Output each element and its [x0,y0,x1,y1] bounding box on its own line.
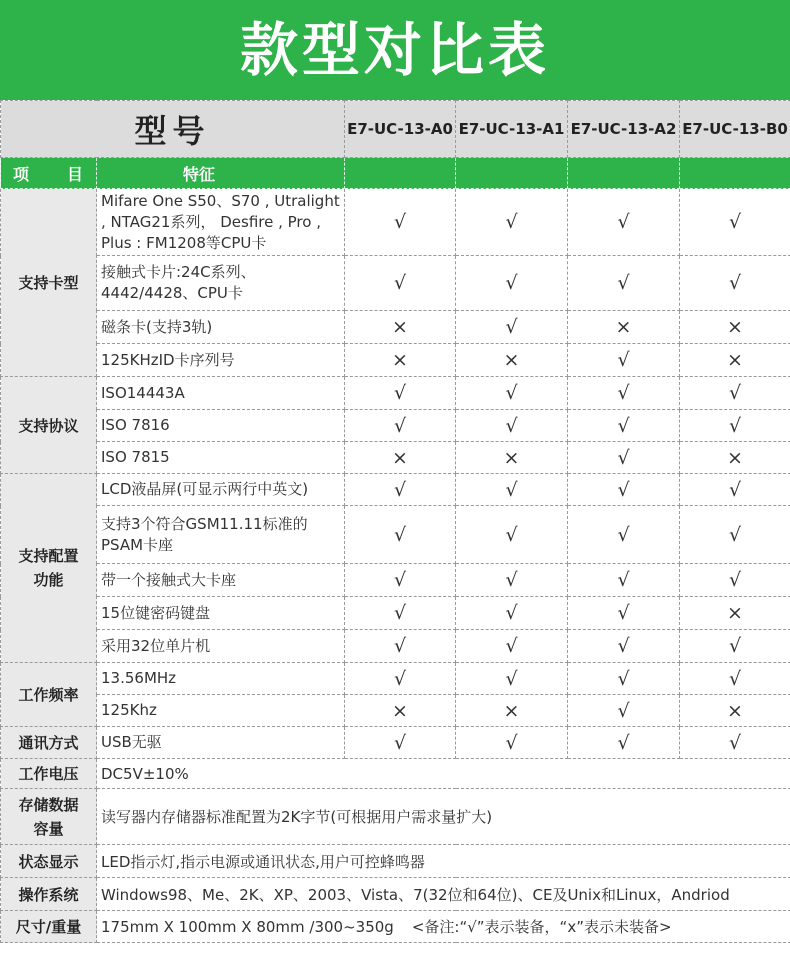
check-mark: √ [345,564,456,597]
comparison-table [0,100,790,943]
item-header-part: 目 [67,164,84,184]
check-mark: √ [345,189,456,256]
spec-row [1,695,790,727]
category-cell: 工作电压 [1,759,97,789]
spec-value: LED指示灯,指示电源或通讯状态,用户可控蜂鸣器 [97,845,790,878]
header-spacer [680,158,790,189]
feature-cell: 125Khz [97,695,345,727]
check-mark: √ [456,564,568,597]
spec-row [1,663,790,695]
check-mark: √ [568,442,680,474]
check-mark: √ [456,410,568,442]
legend-note: <备注:“√”表示装备，“x”表示未装备> [411,918,672,936]
check-mark: √ [680,256,790,311]
spec-row [1,311,790,344]
check-mark: √ [456,727,568,759]
category-cell: 支持协议 [1,377,97,474]
feature-cell: 15位键密码键盘 [97,597,345,630]
spec-row [1,759,790,789]
feature-cell: ISO 7815 [97,442,345,474]
spec-row [1,256,790,311]
spec-row [1,597,790,630]
spec-row [1,344,790,377]
cross-mark: × [680,311,790,344]
spec-value [97,911,790,943]
feature-cell: LCD液晶屏(可显示两行中英文) [97,474,345,506]
size-weight-text: 175mm X 100mm X 80mm /300~350g [101,918,394,936]
category-cell: 支持卡型 [1,189,97,377]
spec-value: DC5V±10% [97,759,790,789]
feature-cell: ISO14443A [97,377,345,410]
check-mark: √ [680,506,790,564]
category-cell: 存储数据容量 [1,789,97,845]
feature-cell: 13.56MHz [97,663,345,695]
header-spacer [345,158,456,189]
header-spacer [568,158,680,189]
check-mark: √ [680,564,790,597]
feature-cell: ISO 7816 [97,410,345,442]
check-mark: √ [568,597,680,630]
check-mark: √ [680,630,790,663]
feature-cell: 支持3个符合GSM11.11标准的PSAM卡座 [97,506,345,564]
feature-cell: 125KHzID卡序列号 [97,344,345,377]
feature-column-header: 特征 [97,158,345,189]
model-name: E7-UC-13-B0 [680,101,790,158]
check-mark: √ [345,597,456,630]
check-mark: √ [456,506,568,564]
category-cell: 通讯方式 [1,727,97,759]
spec-row [1,377,790,410]
cross-mark: × [680,344,790,377]
spec-row [1,506,790,564]
cross-mark: × [680,695,790,727]
check-mark: √ [680,189,790,256]
item-header-part: 项 [13,164,30,184]
check-mark: √ [568,727,680,759]
category-cell: 状态显示 [1,845,97,878]
cross-mark: × [456,344,568,377]
check-mark: √ [680,663,790,695]
cross-mark: × [456,695,568,727]
check-mark: √ [568,189,680,256]
feature-cell: 接触式卡片:24C系列、4442/4428、CPU卡 [97,256,345,311]
feature-cell: 带一个接触式大卡座 [97,564,345,597]
model-name: E7-UC-13-A2 [568,101,680,158]
check-mark: √ [456,377,568,410]
check-mark: √ [680,410,790,442]
spec-row [1,442,790,474]
spec-row [1,474,790,506]
category-cell: 操作系统 [1,878,97,911]
check-mark: √ [345,727,456,759]
feature-cell: 采用32位单片机 [97,630,345,663]
check-mark: √ [568,410,680,442]
spec-row [1,911,790,943]
check-mark: √ [456,256,568,311]
spec-row [1,630,790,663]
cross-mark: × [680,442,790,474]
check-mark: √ [456,474,568,506]
spec-row [1,727,790,759]
model-name: E7-UC-13-A1 [456,101,568,158]
cross-mark: × [680,597,790,630]
item-column-header [1,158,97,189]
check-mark: √ [345,410,456,442]
check-mark: √ [345,506,456,564]
cross-mark: × [345,344,456,377]
cross-mark: × [345,311,456,344]
spec-row [1,789,790,845]
check-mark: √ [456,663,568,695]
feature-cell: USB无驱 [97,727,345,759]
category-cell: 尺寸/重量 [1,911,97,943]
check-mark: √ [568,256,680,311]
check-mark: √ [568,377,680,410]
check-mark: √ [568,564,680,597]
feature-cell: 磁条卡(支持3轨) [97,311,345,344]
check-mark: √ [345,377,456,410]
check-mark: √ [680,727,790,759]
check-mark: √ [568,630,680,663]
check-mark: √ [568,344,680,377]
spec-row [1,564,790,597]
spec-row [1,410,790,442]
header-spacer [456,158,568,189]
column-header-row [1,158,790,189]
spec-row [1,878,790,911]
cross-mark: × [568,311,680,344]
check-mark: √ [345,663,456,695]
check-mark: √ [345,256,456,311]
check-mark: √ [568,663,680,695]
check-mark: √ [680,377,790,410]
spec-row [1,189,790,256]
check-mark: √ [568,695,680,727]
check-mark: √ [456,311,568,344]
category-cell: 支持配置功能 [1,474,97,663]
spec-value: 读写器内存储器标准配置为2K字节(可根据用户需求量扩大) [97,789,790,845]
model-header-row [1,101,790,158]
check-mark: √ [456,189,568,256]
page-title: 款型对比表 [0,0,790,100]
check-mark: √ [345,630,456,663]
model-name: E7-UC-13-A0 [345,101,456,158]
category-cell: 工作频率 [1,663,97,727]
model-label: 型号 [1,101,345,158]
check-mark: √ [568,506,680,564]
cross-mark: × [345,695,456,727]
cross-mark: × [456,442,568,474]
spec-value: Windows98、Me、2K、XP、2003、Vista、7(32位和64位)、CE及Unix和Linux，Andriod [97,878,790,911]
check-mark: √ [568,474,680,506]
feature-cell: Mifare One S50、S70 , Utralight , NTAG21系列， Desfire , Pro , Plus : FM1208等CPU卡 [97,189,345,256]
check-mark: √ [456,630,568,663]
check-mark: √ [456,597,568,630]
check-mark: √ [345,474,456,506]
check-mark: √ [680,474,790,506]
cross-mark: × [345,442,456,474]
spec-row [1,845,790,878]
